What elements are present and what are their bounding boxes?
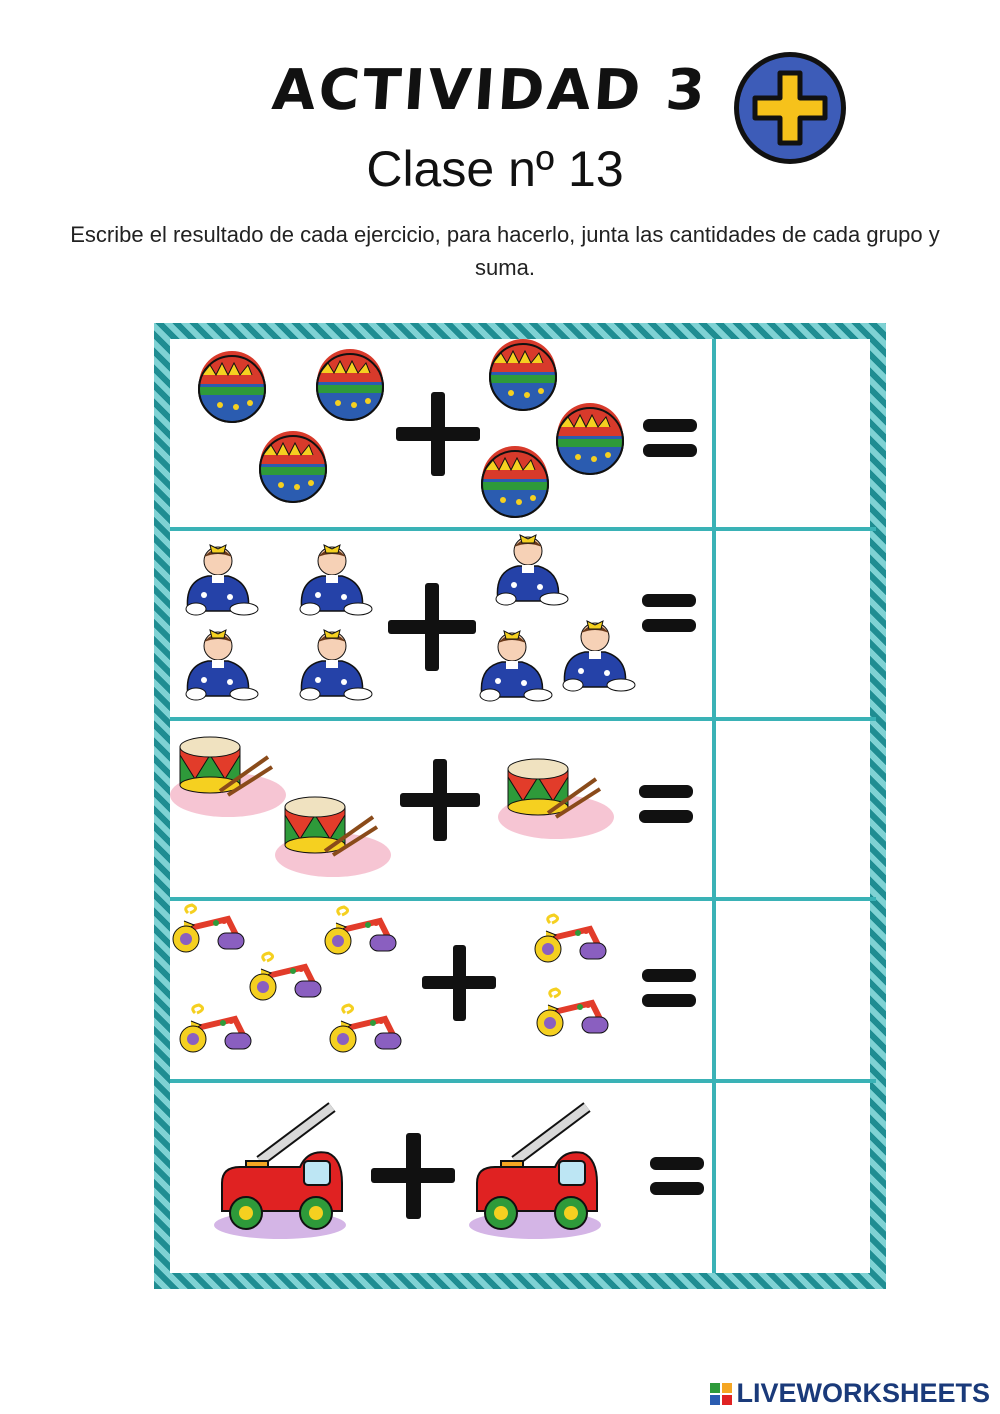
tricycle-icon [173, 905, 244, 952]
exercise-row-5 [170, 1083, 870, 1273]
answer-box[interactable] [712, 901, 870, 1079]
tricycle-icon [250, 953, 321, 1000]
page-title: ACTIVIDAD 3 [270, 58, 710, 123]
plus-sign-icon [400, 759, 480, 841]
plus-sign-icon [422, 945, 496, 1021]
footer-brand-text: LIVEWORKSHEETS [736, 1378, 990, 1408]
ball-icon [490, 339, 556, 410]
equals-sign-icon [643, 419, 697, 457]
plus-sign-icon [388, 583, 476, 671]
fire-truck-icon [214, 1107, 346, 1239]
answer-box[interactable] [712, 1083, 870, 1273]
footer-brand [710, 1378, 990, 1409]
doll-icon [563, 621, 635, 691]
doll-icon [186, 545, 258, 615]
doll-icon [496, 535, 568, 605]
exercise-row-1 [170, 339, 870, 527]
exercise-row-3 [170, 721, 870, 897]
fire-truck-icon [469, 1107, 601, 1239]
instructions-text: Escribe el resultado de cada ejercicio, para hacerlo, junta las cantidades de cada grupo y suma. [70, 222, 940, 280]
tricycle-icon [535, 915, 606, 962]
page-subtitle: Clase nº 13 [366, 141, 624, 197]
drum-icon [170, 737, 286, 817]
plus-circle-icon [730, 48, 850, 168]
equals-sign-icon [639, 785, 693, 823]
exercise-grid [170, 339, 870, 1273]
answer-box[interactable] [712, 339, 870, 527]
liveworksheets-logo-icon [710, 1383, 732, 1405]
equals-sign-icon [642, 594, 696, 632]
exercise-row-4 [170, 901, 870, 1079]
tricycle-icon [330, 1005, 401, 1052]
exercise-row-2 [170, 531, 870, 717]
ball-icon [317, 349, 383, 420]
answer-box[interactable] [712, 531, 870, 717]
plus-sign-icon [396, 392, 480, 476]
doll-icon [186, 630, 258, 700]
plus-sign-icon [371, 1133, 455, 1219]
answer-box[interactable] [712, 721, 870, 897]
ball-icon [260, 431, 326, 502]
tricycle-icon [180, 1005, 251, 1052]
equals-sign-icon [642, 969, 696, 1007]
tricycle-icon [325, 907, 396, 954]
doll-icon [300, 545, 372, 615]
ball-icon [199, 351, 265, 422]
ball-icon [482, 446, 548, 517]
doll-icon [480, 631, 552, 701]
drum-icon [498, 759, 614, 839]
ball-icon [557, 403, 623, 474]
equals-sign-icon [650, 1157, 704, 1195]
drum-icon [275, 797, 391, 877]
doll-icon [300, 630, 372, 700]
tricycle-icon [537, 989, 608, 1036]
